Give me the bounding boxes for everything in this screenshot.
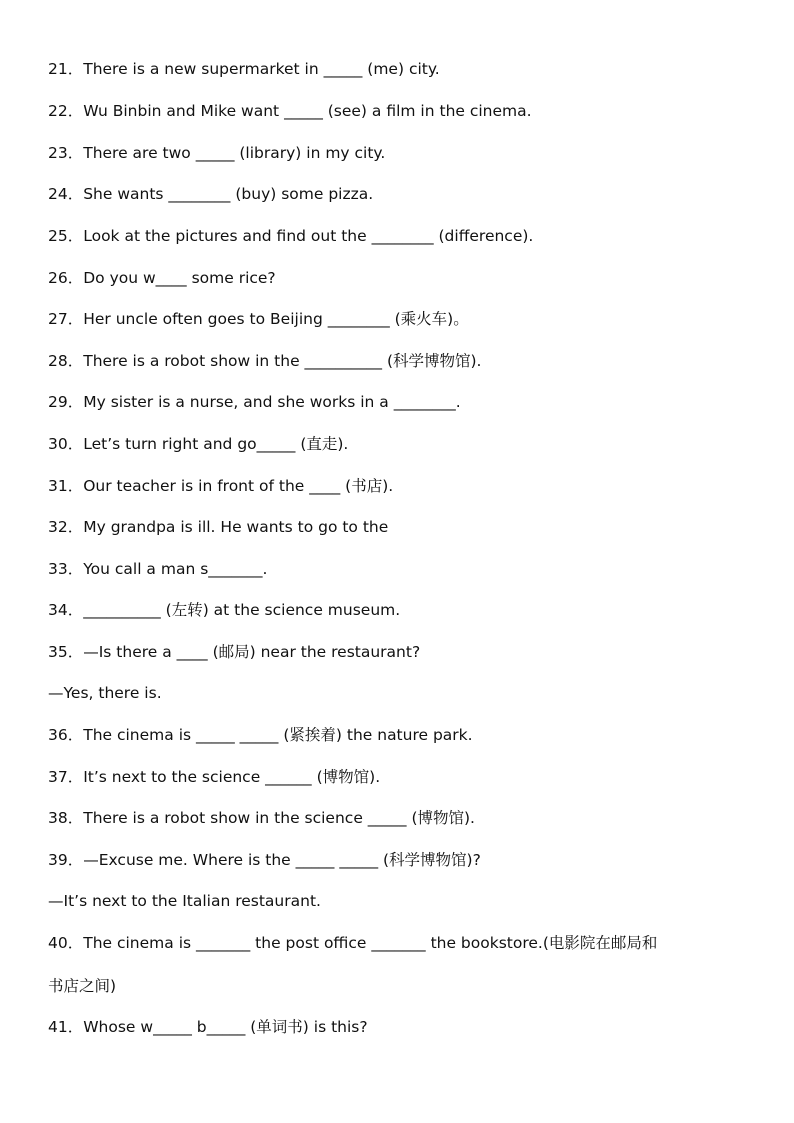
- question-39: 39．—Excuse me. Where is the _____ _____ (科学博物馆)?: [48, 851, 481, 869]
- question-32: 32．My grandpa is ill. He wants to go to the: [48, 518, 389, 536]
- question-23: 23．There are two _____ (library) in my city.: [48, 144, 386, 162]
- question-37: 37．It’s next to the science ______ (博物馆).: [48, 768, 381, 786]
- question-35: 35．—Is there a ____ (邮局) near the restaurant?: [48, 643, 421, 661]
- question-21: 21．There is a new supermarket in _____ (me) city.: [48, 60, 440, 78]
- question-28: 28．There is a robot show in the __________ (科学博物馆).: [48, 352, 482, 370]
- question-34: 34．__________ (左转) at the science museum.: [48, 601, 401, 619]
- question-36: 36．The cinema is _____ _____ (紧挨着) the nature park.: [48, 726, 473, 744]
- answer-39: —It’s next to the Italian restaurant.: [48, 892, 321, 910]
- question-22: 22．Wu Binbin and Mike want _____ (see) a film in the cinema.: [48, 102, 532, 120]
- answer-35: —Yes, there is.: [48, 684, 162, 702]
- question-41: 41．Whose w_____ b_____ (单词书) is this?: [48, 1018, 368, 1036]
- question-25: 25．Look at the pictures and find out the ________ (difference).: [48, 227, 534, 245]
- question-40-continued: 书店之间): [48, 977, 117, 995]
- question-27: 27．Her uncle often goes to Beijing ________ (乘火车)。: [48, 310, 469, 328]
- question-31: 31．Our teacher is in front of the ____ (书店).: [48, 477, 394, 495]
- question-38: 38．There is a robot show in the science _____ (博物馆).: [48, 809, 475, 827]
- question-26: 26．Do you w____ some rice?: [48, 269, 276, 287]
- question-29: 29．My sister is a nurse, and she works in a ________.: [48, 393, 461, 411]
- question-40: 40．The cinema is _______ the post office _______ the bookstore.(电影院在邮局和: [48, 934, 658, 952]
- question-30: 30．Let’s turn right and go_____ (直走).: [48, 435, 349, 453]
- question-24: 24．She wants ________ (buy) some pizza.: [48, 185, 374, 203]
- question-33: 33．You call a man s_______.: [48, 560, 268, 578]
